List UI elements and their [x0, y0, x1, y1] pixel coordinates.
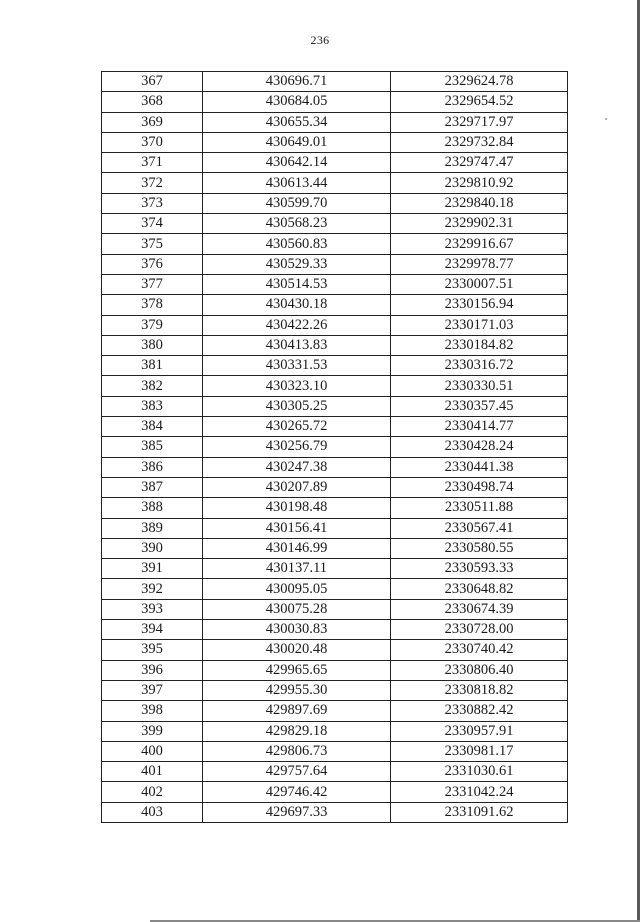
point-number-cell: 387 — [102, 477, 203, 497]
point-number-cell: 399 — [102, 721, 203, 741]
table-row — [102, 315, 568, 335]
y-coordinate-cell: 2329916.67 — [391, 234, 568, 254]
point-number-cell: 378 — [102, 295, 203, 315]
table-row — [102, 518, 568, 538]
table-row — [102, 234, 568, 254]
x-coordinate-cell: 430560.83 — [203, 234, 391, 254]
point-number-cell: 367 — [102, 72, 203, 92]
table-row — [102, 498, 568, 518]
y-coordinate-cell: 2329654.52 — [391, 92, 568, 112]
x-coordinate-cell: 430265.72 — [203, 417, 391, 437]
y-coordinate-cell: 2331091.62 — [391, 802, 568, 822]
y-coordinate-cell: 2330580.55 — [391, 538, 568, 558]
coordinate-table-body — [102, 72, 568, 823]
page-number: 236 — [310, 33, 330, 47]
x-coordinate-cell: 429697.33 — [203, 802, 391, 822]
y-coordinate-cell: 2330740.42 — [391, 640, 568, 660]
y-coordinate-cell: 2329810.92 — [391, 173, 568, 193]
y-coordinate-cell: 2329747.47 — [391, 153, 568, 173]
y-coordinate-cell: 2331030.61 — [391, 762, 568, 782]
point-number-cell: 370 — [102, 132, 203, 152]
table-row — [102, 741, 568, 761]
point-number-cell: 395 — [102, 640, 203, 660]
y-coordinate-cell: 2330806.40 — [391, 660, 568, 680]
point-number-cell: 376 — [102, 254, 203, 274]
point-number-cell: 396 — [102, 660, 203, 680]
x-coordinate-cell: 430156.41 — [203, 518, 391, 538]
x-coordinate-cell: 430305.25 — [203, 396, 391, 416]
table-row — [102, 72, 568, 92]
point-number-cell: 398 — [102, 701, 203, 721]
point-number-cell: 385 — [102, 437, 203, 457]
point-number-cell: 381 — [102, 356, 203, 376]
table-row — [102, 214, 568, 234]
x-coordinate-cell: 430430.18 — [203, 295, 391, 315]
x-coordinate-cell: 429965.65 — [203, 660, 391, 680]
y-coordinate-cell: 2330441.38 — [391, 457, 568, 477]
x-coordinate-cell: 429806.73 — [203, 741, 391, 761]
table-row — [102, 640, 568, 660]
y-coordinate-cell: 2330728.00 — [391, 620, 568, 640]
table-row — [102, 173, 568, 193]
x-coordinate-cell: 430684.05 — [203, 92, 391, 112]
y-coordinate-cell: 2330156.94 — [391, 295, 568, 315]
table-row — [102, 274, 568, 294]
y-coordinate-cell: 2330357.45 — [391, 396, 568, 416]
y-coordinate-cell: 2330428.24 — [391, 437, 568, 457]
table-row — [102, 376, 568, 396]
point-number-cell: 390 — [102, 538, 203, 558]
y-coordinate-cell: 2330957.91 — [391, 721, 568, 741]
table-row — [102, 579, 568, 599]
y-coordinate-cell: 2330511.88 — [391, 498, 568, 518]
table-row — [102, 193, 568, 213]
y-coordinate-cell: 2329840.18 — [391, 193, 568, 213]
y-coordinate-cell: 2331042.24 — [391, 782, 568, 802]
y-coordinate-cell: 2330007.51 — [391, 274, 568, 294]
point-number-cell: 389 — [102, 518, 203, 538]
y-coordinate-cell: 2330648.82 — [391, 579, 568, 599]
x-coordinate-cell: 430696.71 — [203, 72, 391, 92]
x-coordinate-cell: 430075.28 — [203, 599, 391, 619]
table-row — [102, 620, 568, 640]
table-row — [102, 802, 568, 822]
point-number-cell: 394 — [102, 620, 203, 640]
table-row — [102, 538, 568, 558]
table-row — [102, 335, 568, 355]
table-row — [102, 112, 568, 132]
table-row — [102, 295, 568, 315]
table-row — [102, 477, 568, 497]
table-row — [102, 660, 568, 680]
y-coordinate-cell: 2329624.78 — [391, 72, 568, 92]
y-coordinate-cell: 2329717.97 — [391, 112, 568, 132]
table-row — [102, 701, 568, 721]
y-coordinate-cell: 2330818.82 — [391, 680, 568, 700]
y-coordinate-cell: 2330882.42 — [391, 701, 568, 721]
x-coordinate-cell: 430323.10 — [203, 376, 391, 396]
x-coordinate-cell: 430207.89 — [203, 477, 391, 497]
scan-speck — [605, 118, 607, 120]
x-coordinate-cell: 429746.42 — [203, 782, 391, 802]
point-number-cell: 400 — [102, 741, 203, 761]
table-row — [102, 559, 568, 579]
x-coordinate-cell: 429757.64 — [203, 762, 391, 782]
x-coordinate-cell: 430599.70 — [203, 193, 391, 213]
x-coordinate-cell: 430020.48 — [203, 640, 391, 660]
table-row — [102, 396, 568, 416]
point-number-cell: 379 — [102, 315, 203, 335]
table-row — [102, 721, 568, 741]
point-number-cell: 386 — [102, 457, 203, 477]
table-row — [102, 599, 568, 619]
point-number-cell: 402 — [102, 782, 203, 802]
y-coordinate-cell: 2330981.17 — [391, 741, 568, 761]
point-number-cell: 372 — [102, 173, 203, 193]
x-coordinate-cell: 430198.48 — [203, 498, 391, 518]
point-number-cell: 380 — [102, 335, 203, 355]
x-coordinate-cell: 430095.05 — [203, 579, 391, 599]
table-row — [102, 437, 568, 457]
table-row — [102, 417, 568, 437]
point-number-cell: 368 — [102, 92, 203, 112]
y-coordinate-cell: 2330414.77 — [391, 417, 568, 437]
point-number-cell: 374 — [102, 214, 203, 234]
point-number-cell: 375 — [102, 234, 203, 254]
point-number-cell: 384 — [102, 417, 203, 437]
table-row — [102, 356, 568, 376]
x-coordinate-cell: 430030.83 — [203, 620, 391, 640]
x-coordinate-cell: 430413.83 — [203, 335, 391, 355]
point-number-cell: 391 — [102, 559, 203, 579]
x-coordinate-cell: 430613.44 — [203, 173, 391, 193]
point-number-cell: 373 — [102, 193, 203, 213]
table-row — [102, 132, 568, 152]
y-coordinate-cell: 2330316.72 — [391, 356, 568, 376]
table-row — [102, 680, 568, 700]
y-coordinate-cell: 2329732.84 — [391, 132, 568, 152]
y-coordinate-cell: 2330567.41 — [391, 518, 568, 538]
y-coordinate-cell: 2329978.77 — [391, 254, 568, 274]
x-coordinate-cell: 430568.23 — [203, 214, 391, 234]
table-row — [102, 762, 568, 782]
y-coordinate-cell: 2330171.03 — [391, 315, 568, 335]
x-coordinate-cell: 430331.53 — [203, 356, 391, 376]
x-coordinate-cell: 430642.14 — [203, 153, 391, 173]
point-number-cell: 393 — [102, 599, 203, 619]
y-coordinate-cell: 2330184.82 — [391, 335, 568, 355]
table-row — [102, 254, 568, 274]
x-coordinate-cell: 430649.01 — [203, 132, 391, 152]
y-coordinate-cell: 2330330.51 — [391, 376, 568, 396]
y-coordinate-cell: 2330674.39 — [391, 599, 568, 619]
table-row — [102, 457, 568, 477]
point-number-cell: 392 — [102, 579, 203, 599]
y-coordinate-cell: 2330498.74 — [391, 477, 568, 497]
x-coordinate-cell: 430256.79 — [203, 437, 391, 457]
coordinate-table — [101, 71, 568, 823]
point-number-cell: 382 — [102, 376, 203, 396]
x-coordinate-cell: 429955.30 — [203, 680, 391, 700]
x-coordinate-cell: 429897.69 — [203, 701, 391, 721]
point-number-cell: 401 — [102, 762, 203, 782]
y-coordinate-cell: 2330593.33 — [391, 559, 568, 579]
x-coordinate-cell: 430422.26 — [203, 315, 391, 335]
table-row — [102, 92, 568, 112]
x-coordinate-cell: 430247.38 — [203, 457, 391, 477]
point-number-cell: 397 — [102, 680, 203, 700]
point-number-cell: 369 — [102, 112, 203, 132]
point-number-cell: 377 — [102, 274, 203, 294]
table-row — [102, 782, 568, 802]
x-coordinate-cell: 429829.18 — [203, 721, 391, 741]
table-row — [102, 153, 568, 173]
x-coordinate-cell: 430137.11 — [203, 559, 391, 579]
x-coordinate-cell: 430146.99 — [203, 538, 391, 558]
point-number-cell: 371 — [102, 153, 203, 173]
point-number-cell: 403 — [102, 802, 203, 822]
point-number-cell: 388 — [102, 498, 203, 518]
x-coordinate-cell: 430655.34 — [203, 112, 391, 132]
x-coordinate-cell: 430514.53 — [203, 274, 391, 294]
point-number-cell: 383 — [102, 396, 203, 416]
x-coordinate-cell: 430529.33 — [203, 254, 391, 274]
y-coordinate-cell: 2329902.31 — [391, 214, 568, 234]
